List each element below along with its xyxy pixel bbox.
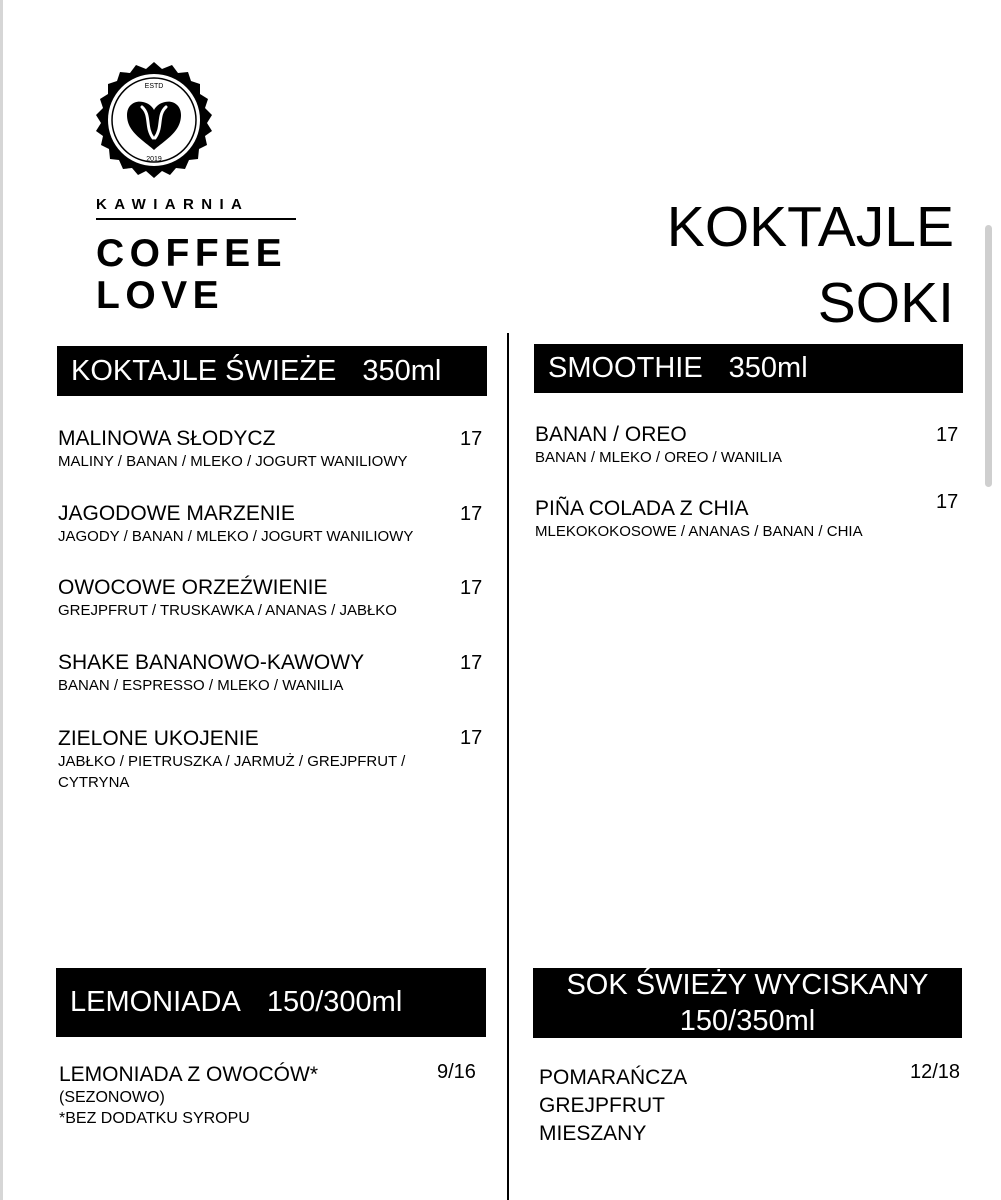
item-price: 17 — [460, 503, 483, 525]
item-price: 17 — [936, 424, 959, 446]
list-item — [58, 502, 488, 547]
item-name: POMARAŃCZA — [539, 1066, 688, 1089]
item-name: GREJPFRUT — [539, 1094, 665, 1117]
item-price: 9/16 — [437, 1061, 476, 1083]
section-name: SMOOTHIE — [548, 352, 703, 384]
section-header-juice — [533, 968, 962, 1038]
item-name: LEMONIADA Z OWOCÓW* — [59, 1063, 319, 1086]
item-desc: MLEKOKOKOSOWE / ANANAS / BANAN / CHIA — [535, 523, 863, 540]
item-name: ZIELONE UKOJENIE — [58, 727, 259, 750]
item-desc: MALINY / BANAN / MLEKO / JOGURT WANILIOWY — [58, 453, 408, 470]
estd-text: ESTD — [144, 83, 164, 90]
scrollbar[interactable] — [985, 225, 992, 487]
list-item — [59, 1063, 419, 1129]
list-item — [58, 576, 488, 621]
section-header-lemonade — [56, 968, 486, 1037]
item-desc: JAGODY / BANAN / MLEKO / JOGURT WANILIOWY — [58, 528, 414, 545]
page-title-line2: SOKI — [817, 271, 954, 335]
section-size: 150/350ml — [679, 1005, 816, 1037]
list-item — [58, 427, 488, 472]
list-item — [535, 423, 935, 468]
brand-divider — [96, 218, 296, 220]
item-name: SHAKE BANANOWO-KAWOWY — [58, 651, 365, 674]
item-note: *BEZ DODATKU SYROPU — [59, 1110, 250, 1127]
item-price: 17 — [936, 491, 959, 513]
item-price: 12/18 — [910, 1061, 961, 1083]
item-desc: (SEZONOWO) — [59, 1089, 165, 1106]
item-desc: GREJPFRUT / TRUSKAWKA / ANANAS / JABŁKO — [58, 602, 397, 619]
section-header-fresh — [57, 346, 487, 396]
item-name: PIÑA COLADA Z CHIA — [535, 497, 749, 520]
item-desc: JABŁKO / PIETRUSZKA / JARMUŻ / GREJPFRUT / CYTRYNA — [58, 753, 406, 791]
section-name: KOKTAJLE ŚWIEŻE — [71, 354, 337, 387]
list-item — [58, 651, 488, 696]
item-name: MALINOWA SŁODYCZ — [58, 427, 276, 450]
list-item — [535, 497, 935, 542]
item-desc: BANAN / ESPRESSO / MLEKO / WANILIA — [58, 677, 344, 694]
brand-line-coffee: COFFEE — [96, 232, 288, 275]
section-size: 150/300ml — [266, 986, 403, 1018]
section-size: 350ml — [728, 352, 808, 384]
column-divider — [507, 333, 509, 1200]
year-text: 2019 — [146, 156, 162, 163]
section-header-smoothie — [534, 344, 963, 393]
brand-line-love: LOVE — [96, 274, 225, 317]
page-title-line1: KOKTAJLE — [666, 195, 954, 259]
item-desc: BANAN / MLEKO / OREO / WANILIA — [535, 449, 782, 466]
item-name: JAGODOWE MARZENIE — [58, 502, 295, 525]
brand-kawiarnia: KAWIARNIA — [96, 196, 250, 213]
section-size: 350ml — [362, 354, 442, 387]
list-item — [58, 727, 453, 793]
page-edge — [0, 0, 3, 1200]
item-price: 17 — [460, 652, 483, 674]
list-item — [539, 1064, 839, 1148]
item-name: MIESZANY — [539, 1122, 647, 1145]
section-name: SOK ŚWIEŻY WYCISKANY — [566, 969, 929, 1001]
item-name: BANAN / OREO — [535, 423, 687, 446]
item-price: 17 — [460, 727, 483, 749]
coffee-bean-logo-icon — [93, 60, 215, 182]
section-name: LEMONIADA — [70, 986, 241, 1018]
item-name: OWOCOWE ORZEŹWIENIE — [58, 576, 328, 599]
item-price: 17 — [460, 428, 483, 450]
item-price: 17 — [460, 577, 483, 599]
